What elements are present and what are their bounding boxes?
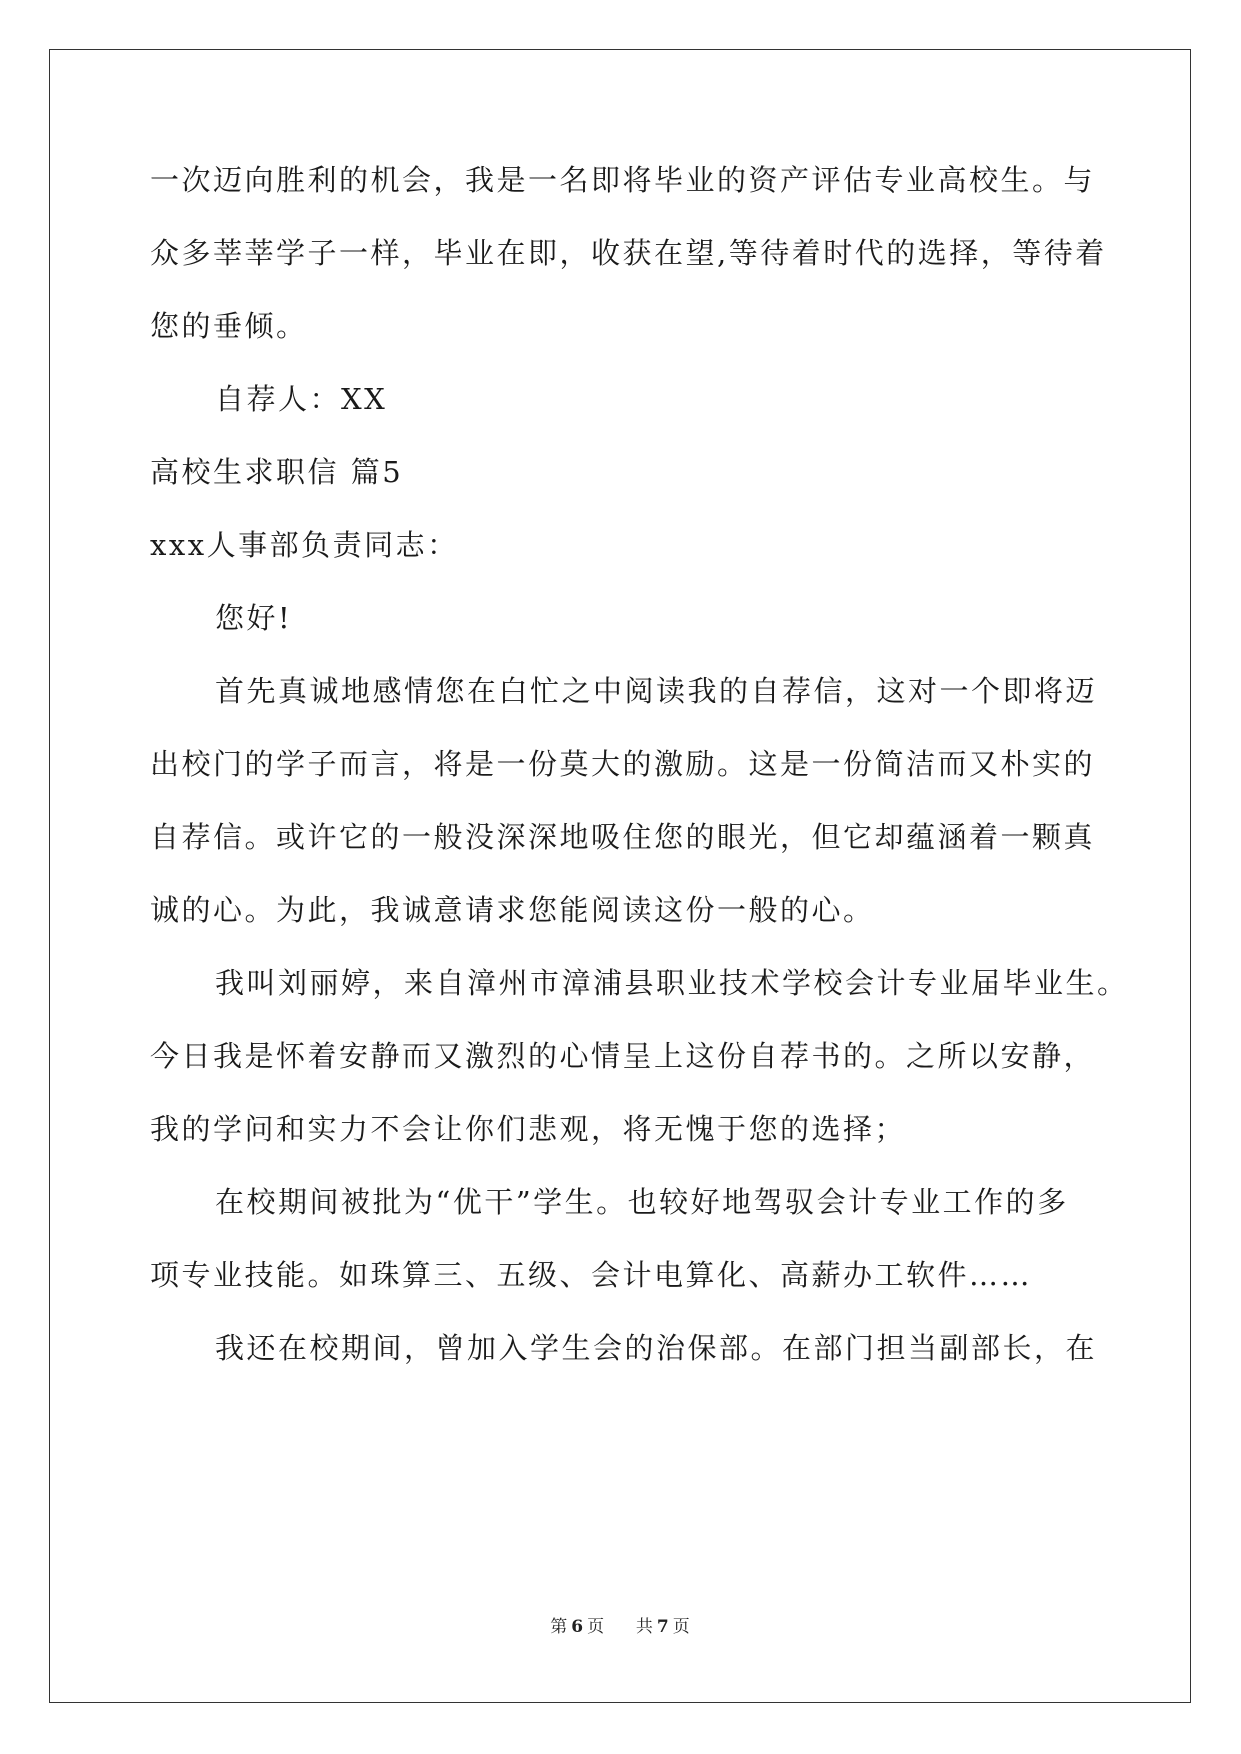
greeting: 您好! <box>215 601 293 635</box>
body-text-line: 在校期间被批为“优干”学生。也较好地驾驭会计专业工作的多 <box>215 1185 1069 1219</box>
body-text-line: 我还在校期间，曾加入学生会的治保部。在部门担当副部长，在 <box>215 1331 1098 1365</box>
total-count: 7 <box>656 1617 670 1637</box>
body-text-line: 一次迈向胜利的机会，我是一名即将毕业的资产评估专业高校生。与 <box>150 163 1096 197</box>
total-prefix: 共 <box>635 1617 654 1637</box>
body-text-line: 我的学问和实力不会让你们悲观，将无愧于您的选择； <box>150 1112 907 1146</box>
page-frame <box>49 49 1191 1703</box>
body-text-line: 出校门的学子而言，将是一份莫大的激励。这是一份简洁而又朴实的 <box>150 747 1096 781</box>
body-text-line: 众多莘莘学子一样，毕业在即，收获在望,等待着时代的选择，等待着 <box>150 236 1107 270</box>
page-total <box>636 1612 691 1637</box>
body-text-line: 自荐信。或许它的一般没深深地吸住您的眼光，但它却蕴涵着一颗真 <box>150 820 1096 854</box>
page-suffix: 页 <box>587 1617 606 1637</box>
body-text-line: 诚的心。为此，我诚意请求您能阅读这份一般的心。 <box>150 893 875 927</box>
body-text-line: 您的垂倾。 <box>150 309 308 343</box>
body-text-line: 今日我是怀着安静而又激烈的心情呈上这份自荐书的。之所以安静， <box>150 1039 1096 1073</box>
page-current: 6 <box>571 1617 585 1637</box>
signature-line: 自荐人：XX <box>215 382 388 416</box>
salutation: xxx人事部负责同志： <box>150 528 459 562</box>
body-text-line: 项专业技能。如珠算三、五级、会计电算化、高薪办工软件…… <box>150 1258 1033 1292</box>
page-footer <box>0 1612 1241 1637</box>
body-text-line: 我叫刘丽婷，来自漳州市漳浦县职业技术学校会计专业届毕业生。 <box>215 966 1129 1000</box>
section-heading: 高校生求职信 篇5 <box>150 455 404 489</box>
body-text-line: 首先真诚地感情您在白忙之中阅读我的自荐信，这对一个即将迈 <box>215 674 1098 708</box>
page-number <box>550 1612 605 1637</box>
total-suffix: 页 <box>672 1617 691 1637</box>
page-prefix: 第 <box>550 1617 569 1637</box>
